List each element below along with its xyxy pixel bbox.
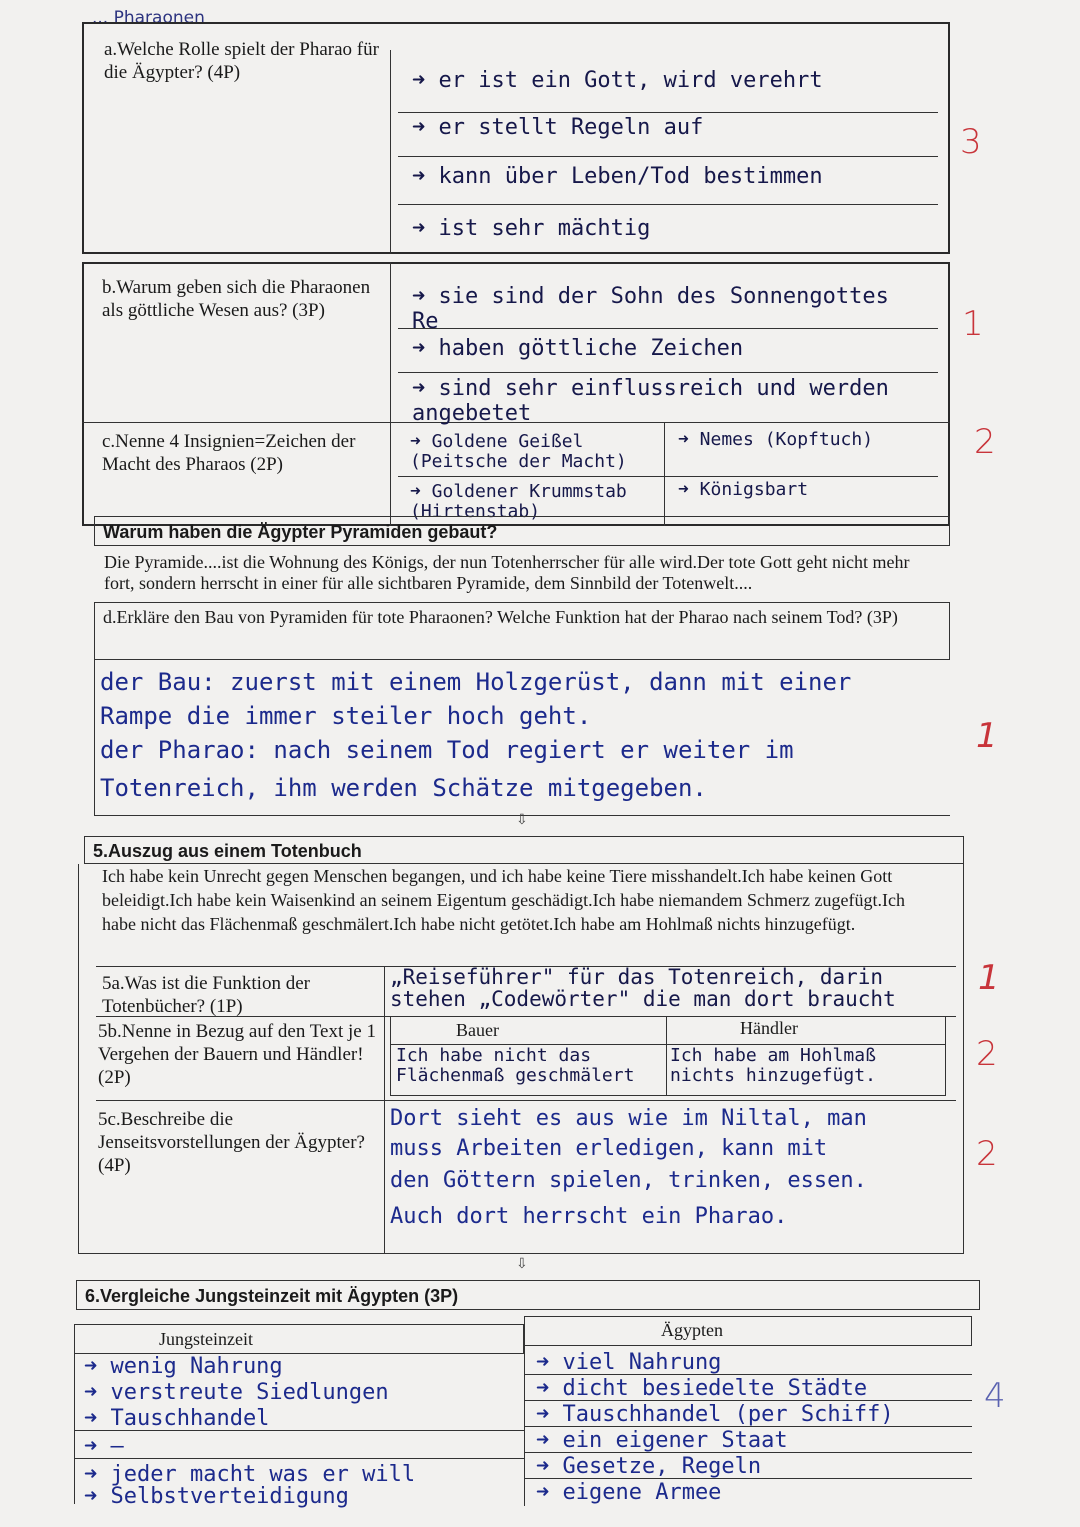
vergleich-heading: 6.Vergleiche Jungsteinzeit mit Ägypten (3P)	[85, 1286, 459, 1306]
q5a-answer: „Reiseführer" für das Totenreich, darin stehen „Codewörter" die man dort braucht	[390, 965, 896, 1011]
answer-a-4: ➜ ist sehr mächtig	[412, 216, 651, 241]
score-a: 3	[960, 122, 982, 162]
score-5a: 1	[978, 958, 1000, 998]
aegypten-1: ➜ viel Nahrung	[536, 1350, 722, 1375]
aegypten-4: ➜ ein eigener Staat	[536, 1428, 788, 1453]
pyramids-heading-box	[94, 516, 950, 546]
section-title: ... Pharaonen	[92, 8, 205, 28]
answer-b-3: ➜ sind sehr einflussreich und werden angebetet	[412, 376, 889, 426]
q5c-text: 5c.Beschreibe die Jenseitsvorstellungen der Ägypter? (4P)	[98, 1109, 365, 1176]
q5b-col-bauer: Bauer	[456, 1020, 499, 1040]
score-5b: 2	[976, 1034, 998, 1074]
answer-a-2: ➜ er stellt Regeln auf	[412, 115, 704, 140]
answer-a-3: ➜ kann über Leben/Tod bestimmen	[412, 164, 823, 189]
q5c-answer-3: den Göttern spielen, trinken, essen.	[390, 1168, 867, 1193]
answer-d-2: Rampe die immer steiler hoch geht.	[100, 702, 592, 730]
score-6: 4	[984, 1376, 1006, 1416]
question-d-box	[94, 602, 950, 660]
pyramids-text: Die Pyramide....ist die Wohnung des Königs, der nun Totenherrscher für alle wird.Der tote Gott geht nicht mehr fort, sondern herrscht in einer für alle sichtbaren Pyramide, dem Sinnbild der Totenwelt....	[104, 552, 910, 593]
answer-d-1: der Bau: zuerst mit einem Holzgerüst, dann mit einer	[100, 668, 852, 696]
q5a-text: 5a.Was ist die Funktion der Totenbücher? (1P)	[102, 973, 310, 1017]
vergleich-header-left	[74, 1324, 524, 1354]
answer-b-1: ➜ sie sind der Sohn des Sonnengottes Re	[412, 284, 889, 334]
jungsteinzeit-4: ➜ –	[84, 1434, 124, 1459]
q5c-answer-4: Auch dort herrscht ein Pharao.	[390, 1204, 788, 1229]
question-a-text: a.Welche Rolle spielt der Pharao für die Ägypter? (4P)	[104, 39, 379, 83]
answer-c-left-2: ➜ Goldener Krummstab (Hirtenstab)	[410, 481, 627, 522]
down-arrow-icon: ⇩	[516, 812, 528, 828]
q5b-col-haendler: Händler	[740, 1018, 798, 1038]
question-c-text: c.Nenne 4 Insignien=Zeichen der Macht des Pharaos (2P)	[102, 431, 356, 475]
answer-a-1: ➜ er ist ein Gott, wird verehrt	[412, 68, 823, 93]
totenbuch-heading: 5.Auszug aus einem Totenbuch	[93, 841, 362, 861]
down-arrow-icon-2: ⇩	[516, 1256, 528, 1272]
score-d: 1	[976, 716, 998, 756]
jungsteinzeit-6: ➜ Selbstverteidigung	[84, 1484, 349, 1509]
vergleich-header-right	[524, 1316, 972, 1346]
answer-c-right-2: ➜ Königsbart	[678, 479, 809, 500]
q5b-answer-bauer: Ich habe nicht das Flächenmaß geschmälert	[396, 1045, 635, 1086]
jungsteinzeit-2: ➜ verstreute Siedlungen	[84, 1380, 389, 1405]
vergleich-col-aegypten: Ägypten	[661, 1320, 723, 1340]
vergleich-heading-box	[76, 1280, 980, 1310]
q5c-answer-2: muss Arbeiten erledigen, kann mit	[390, 1136, 828, 1161]
pyramids-heading: Warum haben die Ägypter Pyramiden gebaut?	[103, 522, 498, 542]
aegypten-5: ➜ Gesetze, Regeln	[536, 1454, 762, 1479]
question-b-text: b.Warum geben sich die Pharaonen als göttliche Wesen aus? (3P)	[102, 277, 371, 321]
totenbuch-text: Ich habe kein Unrecht gegen Menschen begangen, und ich habe keine Tiere misshandelt.Ich habe keinen Gott beleidigt.Ich habe kein Waisenkind an seinem Eigentum geschädigt.Ich habe niemandem Schmerz zugefügt.Ich habe nicht das Flächenmaß geschmälert.Ich habe nicht getötet.Ich habe am Hohlmaß nichts hinzugefügt.	[102, 866, 905, 934]
score-c: 2	[974, 422, 996, 462]
answer-b-2: ➜ haben göttliche Zeichen	[412, 336, 744, 361]
totenbuch-heading-box	[84, 836, 964, 864]
answer-c-left-1: ➜ Goldene Geißel (Peitsche der Macht)	[410, 431, 627, 472]
jungsteinzeit-1: ➜ wenig Nahrung	[84, 1354, 283, 1379]
score-b: 1	[962, 304, 984, 344]
q5b-text: 5b.Nenne in Bezug auf den Text je 1 Vergehen der Bauern und Händler! (2P)	[98, 1021, 376, 1088]
aegypten-2: ➜ dicht besiedelte Städte	[536, 1376, 868, 1401]
question-d-text: d.Erkläre den Bau von Pyramiden für tote Pharaonen? Welche Funktion hat der Pharao nach seinem Tod? (3P)	[103, 607, 898, 627]
q5b-answer-haendler: Ich habe am Hohlmaß nichts hinzugefügt.	[670, 1045, 876, 1086]
answer-d-4: Totenreich, ihm werden Schätze mitgegeben.	[100, 774, 707, 802]
jungsteinzeit-5: ➜ jeder macht was er will	[84, 1462, 416, 1487]
score-5c: 2	[976, 1134, 998, 1174]
vergleich-col-jungsteinzeit: Jungsteinzeit	[159, 1329, 253, 1349]
aegypten-3: ➜ Tauschhandel (per Schiff)	[536, 1402, 894, 1427]
q5c-answer-1: Dort sieht es aus wie im Niltal, man	[390, 1106, 867, 1131]
answer-d-3: der Pharao: nach seinem Tod regiert er weiter im	[100, 736, 794, 764]
aegypten-6: ➜ eigene Armee	[536, 1480, 722, 1505]
jungsteinzeit-3: ➜ Tauschhandel	[84, 1406, 270, 1431]
answer-c-right-1: ➜ Nemes (Kopftuch)	[678, 429, 874, 450]
